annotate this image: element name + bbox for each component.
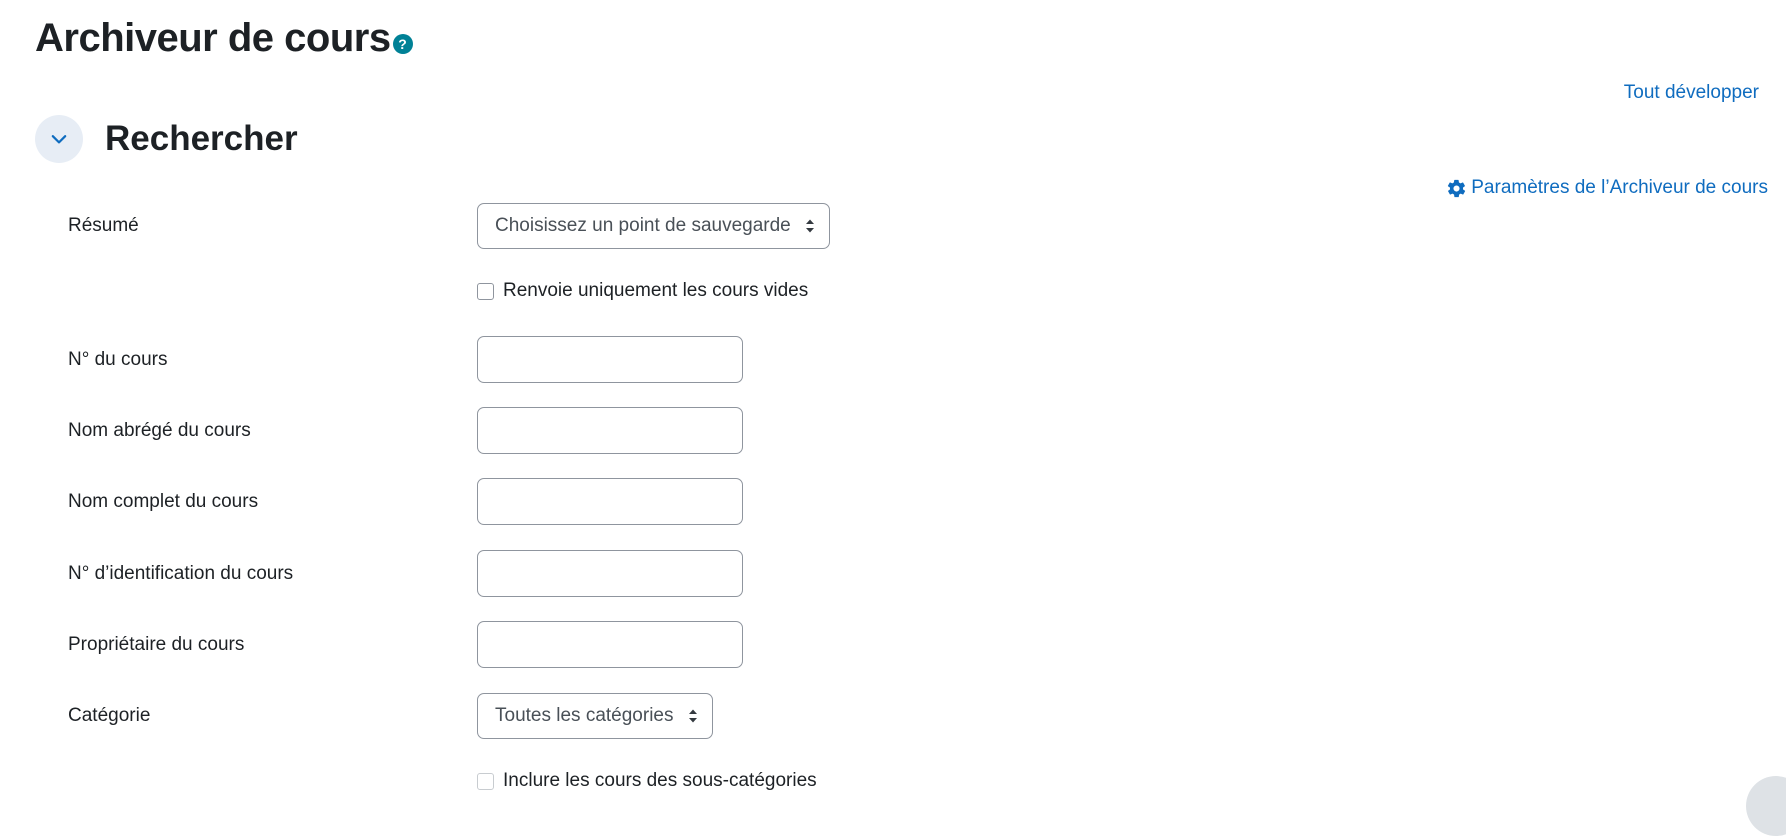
form-row-short-name — [68, 407, 743, 454]
sort-caret-icon — [688, 708, 698, 724]
collapse-section-button[interactable] — [35, 115, 83, 163]
short-name-label: Nom abrégé du cours — [68, 419, 251, 441]
page-title-wrapper — [35, 12, 413, 64]
include-subcategories-checkbox[interactable] — [477, 773, 494, 790]
include-subcategories-row — [477, 770, 817, 792]
chevron-down-icon — [50, 130, 68, 148]
page-title: Archiveur de cours — [35, 16, 391, 60]
form-row-id-number — [68, 550, 743, 597]
id-number-input[interactable] — [477, 550, 743, 597]
resume-selected-value: Choisissez un point de sauvegarde — [495, 215, 791, 236]
form-row-owner — [68, 621, 743, 668]
owner-label: Propriétaire du cours — [68, 633, 245, 655]
owner-input[interactable] — [477, 621, 743, 668]
include-subcategories-label: Inclure les cours des sous-catégories — [503, 770, 817, 791]
resume-select[interactable] — [477, 203, 830, 249]
sort-caret-icon — [805, 218, 815, 234]
form-row-course-number — [68, 336, 743, 383]
archiver-settings-link[interactable] — [1446, 177, 1768, 199]
section-header — [35, 115, 298, 163]
gear-icon — [1446, 178, 1467, 199]
empty-courses-label: Renvoie uniquement les cours vides — [503, 280, 809, 301]
section-title: Rechercher — [105, 119, 298, 158]
empty-courses-row — [477, 280, 808, 302]
resume-label: Résumé — [68, 215, 139, 236]
category-selected-value: Toutes les catégories — [495, 705, 674, 726]
floating-action-button[interactable] — [1746, 776, 1786, 836]
category-label: Catégorie — [68, 705, 151, 726]
archiver-settings-label: Paramètres de l’Archiveur de cours — [1471, 177, 1768, 198]
id-number-label: N° d’identification du cours — [68, 562, 294, 584]
course-number-input[interactable] — [477, 336, 743, 383]
course-number-label: N° du cours — [68, 348, 168, 370]
form-row-full-name — [68, 478, 743, 525]
form-row-resume — [68, 203, 830, 249]
empty-courses-checkbox[interactable] — [477, 283, 494, 300]
question-circle-icon[interactable]: ? — [393, 34, 413, 54]
category-select[interactable] — [477, 693, 713, 739]
short-name-input[interactable] — [477, 407, 743, 454]
full-name-input[interactable] — [477, 478, 743, 525]
form-row-category — [68, 693, 713, 739]
full-name-label: Nom complet du cours — [68, 490, 259, 512]
expand-all-link[interactable]: Tout développer — [1623, 82, 1759, 103]
